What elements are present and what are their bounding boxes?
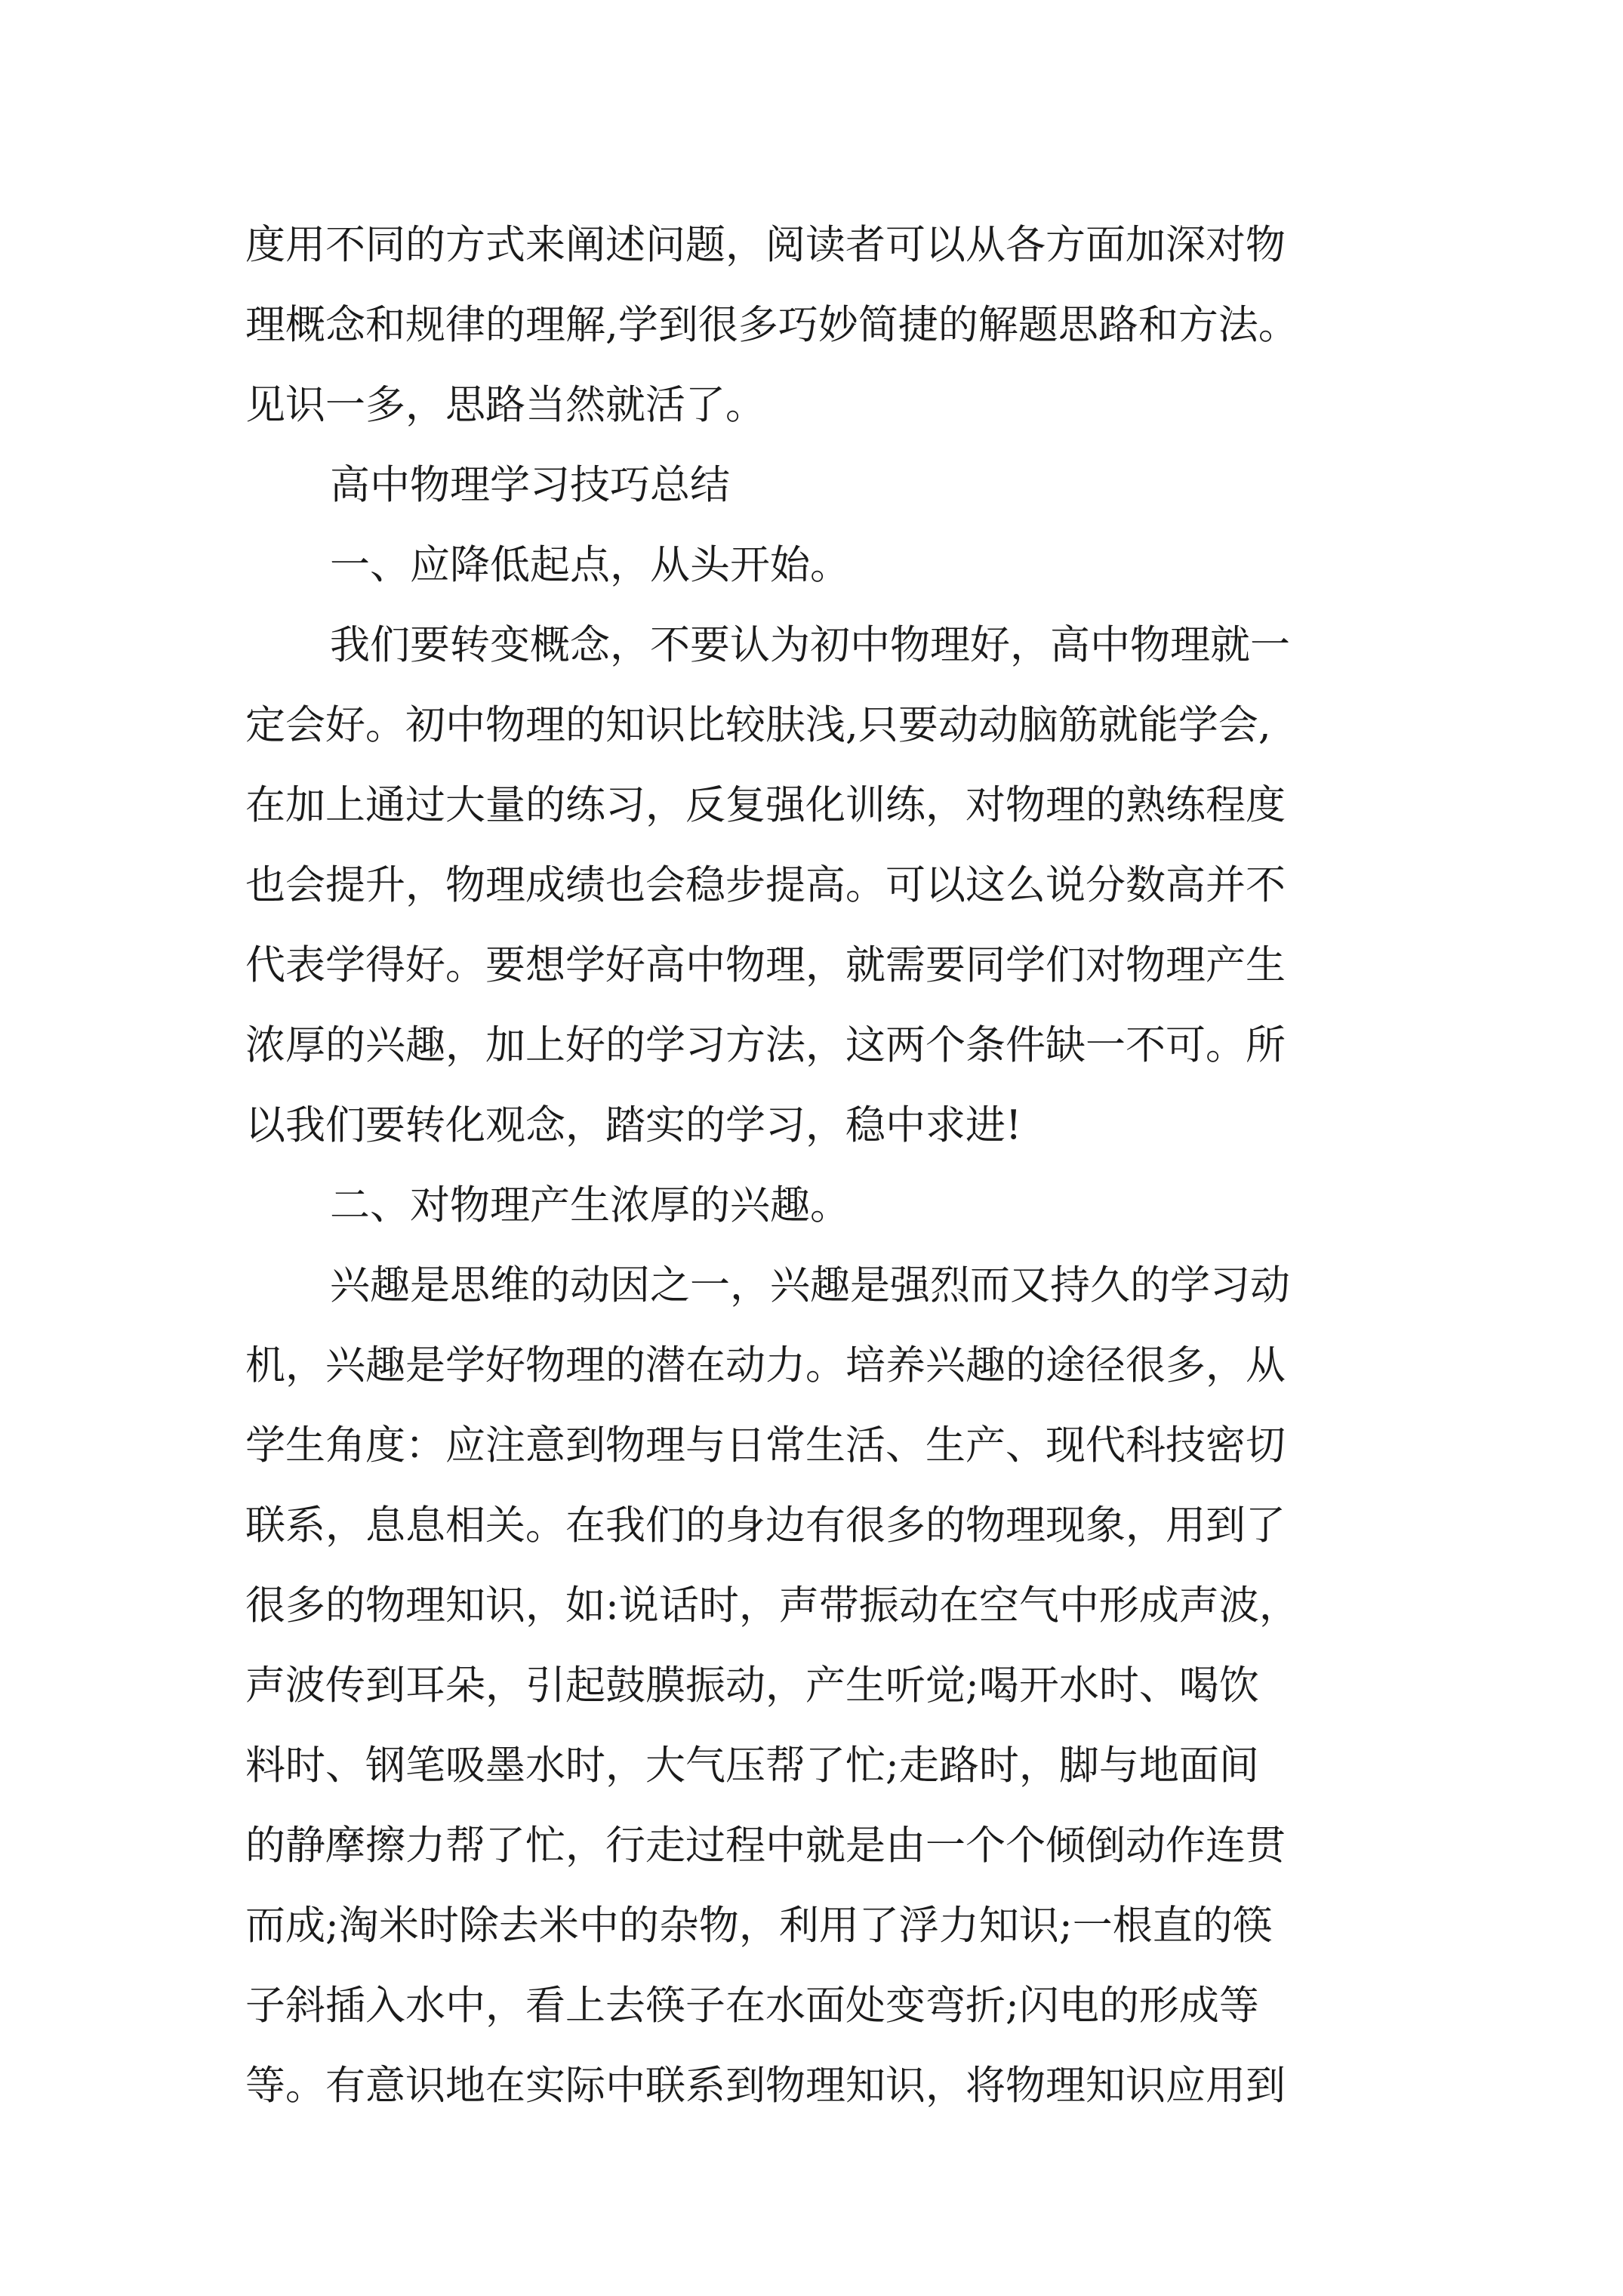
text-line: 料时、钢笔吸墨水时，大气压帮了忙;走路时，脚与地面间	[245, 1743, 1259, 1789]
text-line: 联系，息息相关。在我们的身边有很多的物理现象，用到了	[245, 1502, 1286, 1549]
text-line: 很多的物理知识，如:说话时，声带振动在空气中形成声波，	[245, 1583, 1299, 1629]
text-line: 的静摩擦力帮了忙，行走过程中就是由一个个倾倒动作连贯	[245, 1823, 1286, 1869]
section-heading: 二、对物理产生浓厚的兴趣。	[330, 1182, 850, 1228]
section-heading: 一、应降低起点，从头开始。	[330, 542, 850, 588]
text-line: 浓厚的兴趣，加上好的学习方法，这两个条件缺一不可。所	[245, 1022, 1286, 1068]
text-line: 理概念和规律的理解,学到很多巧妙简捷的解题思路和方法。	[245, 302, 1298, 348]
text-line: 等。有意识地在实际中联系到物理知识，将物理知识应用到	[245, 2063, 1286, 2109]
section-title: 高中物理学习技巧总结	[330, 462, 730, 508]
text-line: 度用不同的方式来阐述问题，阅读者可以从各方面加深对物	[245, 222, 1286, 268]
text-line: 在加上通过大量的练习，反复强化训练，对物理的熟练程度	[245, 782, 1286, 828]
text-line: 而成;淘米时除去米中的杂物，利用了浮力知识;一根直的筷	[245, 1903, 1273, 1949]
text-line: 兴趣是思维的动因之一，兴趣是强烈而又持久的学习动	[330, 1262, 1290, 1308]
text-line: 子斜插入水中，看上去筷子在水面处变弯折;闪电的形成等	[245, 1983, 1259, 2029]
text-line: 也会提升，物理成绩也会稳步提高。可以这么说分数高并不	[245, 862, 1286, 908]
text-line: 学生角度：应注意到物理与日常生活、生产、现代科技密切	[245, 1422, 1286, 1469]
text-line: 见识一多，思路当然就活了。	[245, 382, 765, 428]
text-line: 声波传到耳朵，引起鼓膜振动，产生听觉;喝开水时、喝饮	[245, 1663, 1259, 1709]
text-line: 机，兴趣是学好物理的潜在动力。培养兴趣的途径很多，从	[245, 1342, 1286, 1388]
text-line: 定会好。初中物理的知识比较肤浅,只要动动脑筋就能学会,	[245, 702, 1271, 748]
body-text	[245, 205, 1393, 2126]
text-line: 我们要转变概念，不要认为初中物理好，高中物理就一	[330, 622, 1290, 668]
text-line: 以我们要转化观念，踏实的学习，稳中求进!	[245, 1102, 1022, 1148]
text-line: 代表学得好。要想学好高中物理，就需要同学们对物理产生	[245, 942, 1286, 988]
